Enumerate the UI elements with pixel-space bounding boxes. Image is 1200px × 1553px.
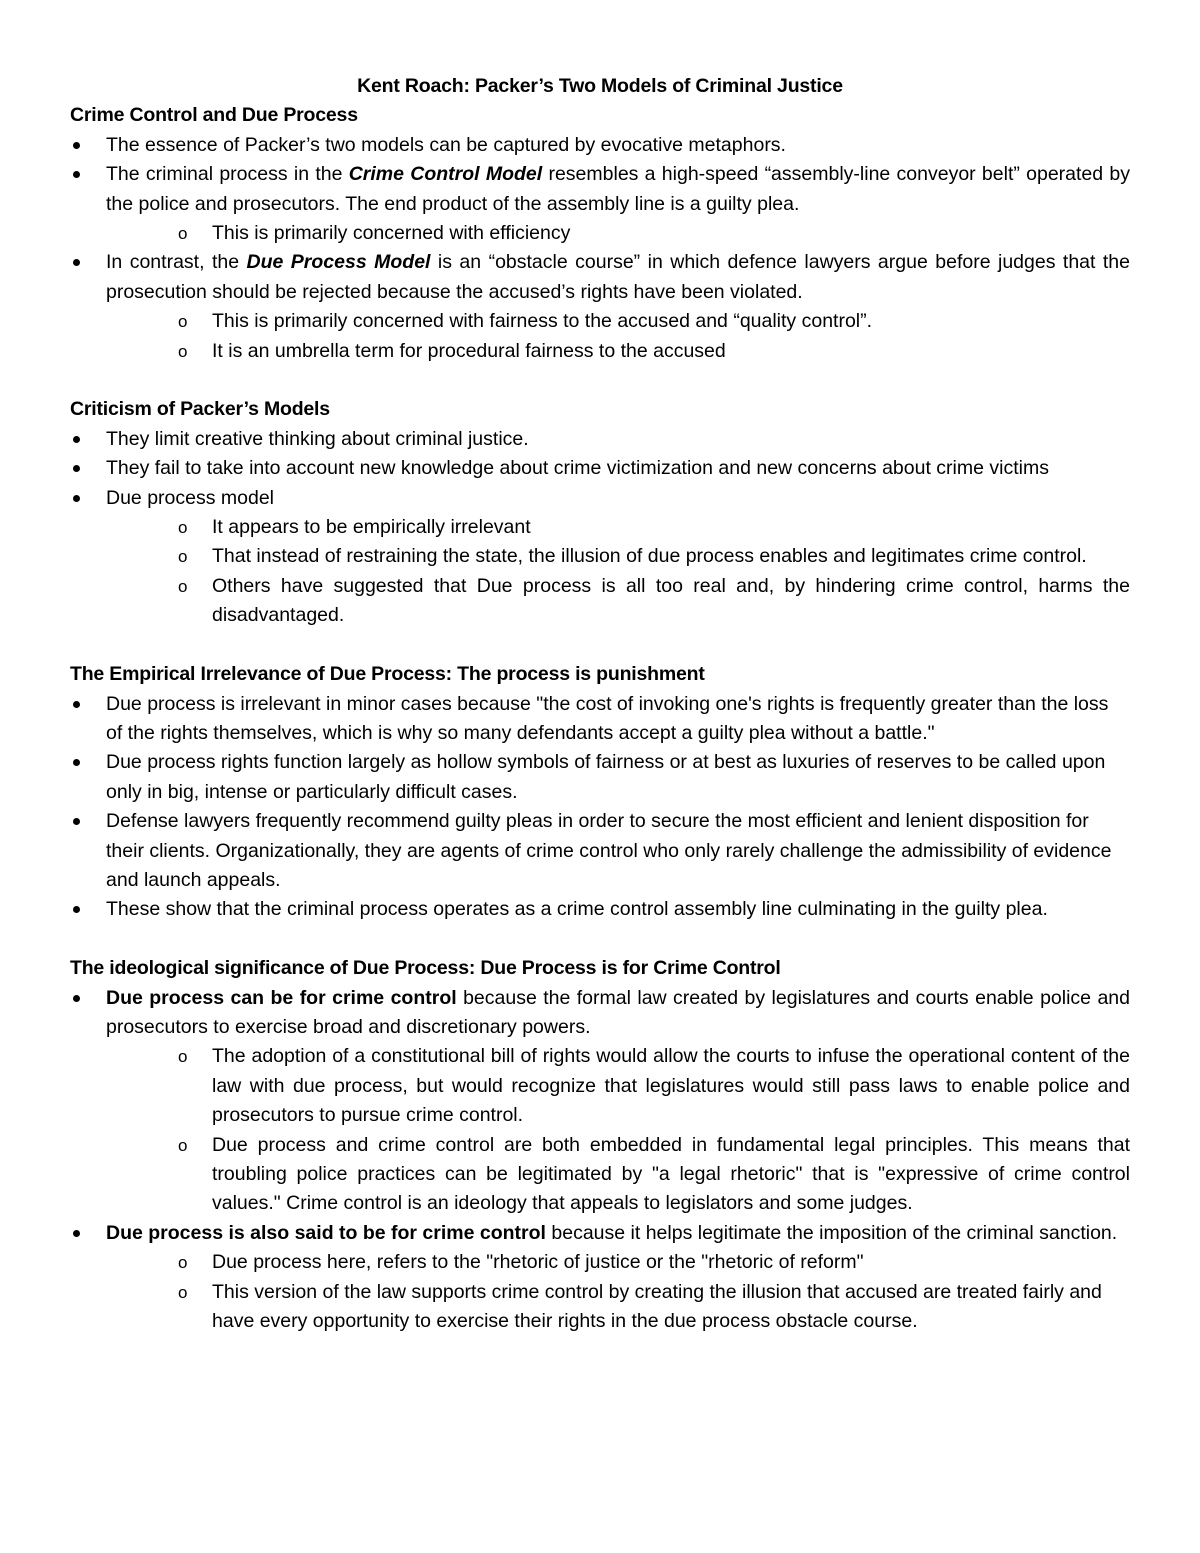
list-item: The essence of Packer’s two models can be captured by evocative metaphors. [70, 131, 1130, 160]
list-item: Due process is also said to be for crime control because it helps legitimate the imposition of the criminal sanction. o Due process here, refers to the "rhetoric of justice or the "rhetoric of reform" o This version of the law supports crime control by creating the illusion that accused are treated fairly and have every opportunity to exercise their rights in the due process obstacle course. [70, 1219, 1130, 1337]
list-item: Due process is irrelevant in minor cases because "the cost of invoking one's rights is frequently greater than the loss of the rights themselves, which is why so many defendants accept a guilty plea without a battle." [70, 690, 1130, 749]
list-item: Due process model o It appears to be empirically irrelevant o That instead of restraining the state, the illusion of due process enables and legitimates crime control. o Others have suggested that Due process is all too real and, by hindering crime control, harms the disadvantaged. [70, 484, 1130, 631]
spacer [70, 366, 1130, 395]
emphasis-due-process-model: Due Process Model [246, 251, 431, 274]
sub-list-item: o That instead of restraining the state, the illusion of due process enables and legitimates crime control. [106, 542, 1130, 571]
sub-list-item: o The adoption of a constitutional bill of rights would allow the courts to infuse the operational content of the law with due process, but would recognize that legislatures would still pass laws to enable police and prosecutors to pursue crime control. [106, 1042, 1130, 1130]
section-heading-crime-control: Crime Control and Due Process [70, 104, 358, 127]
sub-list-item: o This is primarily concerned with fairness to the accused and “quality control”. [106, 307, 1130, 336]
sub-bullet-list [106, 1042, 1130, 1218]
bold-lead-in: Due process can be for crime control [106, 986, 457, 1009]
list-item: Defense lawyers frequently recommend guilty pleas in order to secure the most efficient and lenient disposition for their clients. Organizationally, they are agents of crime control who only rarely challenge the admissibility of evidence and launch appeals. [70, 807, 1130, 895]
sub-list-item: o This version of the law supports crime control by creating the illusion that accused are treated fairly and have every opportunity to exercise their rights in the due process obstacle course. [106, 1278, 1130, 1337]
section-heading-criticism: Criticism of Packer’s Models [70, 398, 330, 421]
sub-list-item: o Due process here, refers to the "rhetoric of justice or the "rhetoric of reform" [106, 1248, 1130, 1277]
list-item: Due process can be for crime control because the formal law created by legislatures and courts enable police and prosecutors to exercise broad and discretionary powers. o The adoption of a constitutional bill of rights would allow the courts to infuse the operational content of the law with due process, but would recognize that legislatures would still pass laws to enable police and prosecutors to pursue crime control. o Due process and crime control are both embedded in fundamental legal principles. This means that troubling police practices can be legitimated by "a legal rhetoric" that is "expressive of crime control values." Crime control is an ideology that appeals to legislators and some judges. [70, 984, 1130, 1219]
sub-bullet-list [106, 219, 1130, 248]
sub-list-item: o Due process and crime control are both embedded in fundamental legal principles. This means that troubling police practices can be legitimated by "a legal rhetoric" that is "expressive of crime control values." Crime control is an ideology that appeals to legislators and some judges. [106, 1131, 1130, 1219]
sub-bullet-list [106, 307, 1130, 366]
section-heading-empirical-irrelevance: The Empirical Irrelevance of Due Process: The process is punishment [70, 663, 705, 686]
spacer [70, 925, 1130, 954]
document-page [70, 72, 1130, 1336]
sub-bullet-list [106, 1248, 1130, 1336]
bullet-list [70, 690, 1130, 925]
list-item: The criminal process in the Crime Control Model resembles a high-speed “assembly-line conveyor belt” operated by the police and prosecutors. The end product of the assembly line is a guilty plea. o This is primarily concerned with efficiency [70, 160, 1130, 248]
list-item: Due process rights function largely as hollow symbols of fairness or at best as luxuries of reserves to be called upon only in big, intense or particularly difficult cases. [70, 748, 1130, 807]
document-title: Kent Roach: Packer’s Two Models of Criminal Justice [357, 75, 843, 97]
sub-list-item: o Others have suggested that Due process is all too real and, by hindering crime control, harms the disadvantaged. [106, 572, 1130, 631]
spacer [70, 631, 1130, 660]
bold-lead-in: Due process is also said to be for crime control [106, 1221, 546, 1244]
sub-list-item: o It appears to be empirically irrelevant [106, 513, 1130, 542]
bullet-list [70, 425, 1130, 631]
sub-list-item: o It is an umbrella term for procedural fairness to the accused [106, 337, 1130, 366]
bullet-list [70, 131, 1130, 366]
list-item: These show that the criminal process operates as a crime control assembly line culminating in the guilty plea. [70, 895, 1130, 924]
sub-bullet-list [106, 513, 1130, 631]
emphasis-crime-control-model: Crime Control Model [348, 163, 543, 186]
list-item: They fail to take into account new knowledge about crime victimization and new concerns about crime victims [70, 454, 1130, 483]
list-item: In contrast, the Due Process Model is an “obstacle course” in which defence lawyers argue before judges that the prosecution should be rejected because the accused’s rights have been violated. o This is primarily concerned with fairness to the accused and “quality control”. o It is an umbrella term for procedural fairness to the accused [70, 248, 1130, 366]
sub-list-item: o This is primarily concerned with efficiency [106, 219, 1130, 248]
bullet-list [70, 984, 1130, 1337]
list-item: They limit creative thinking about criminal justice. [70, 425, 1130, 454]
section-heading-ideological-significance: The ideological significance of Due Process: Due Process is for Crime Control [70, 957, 781, 980]
